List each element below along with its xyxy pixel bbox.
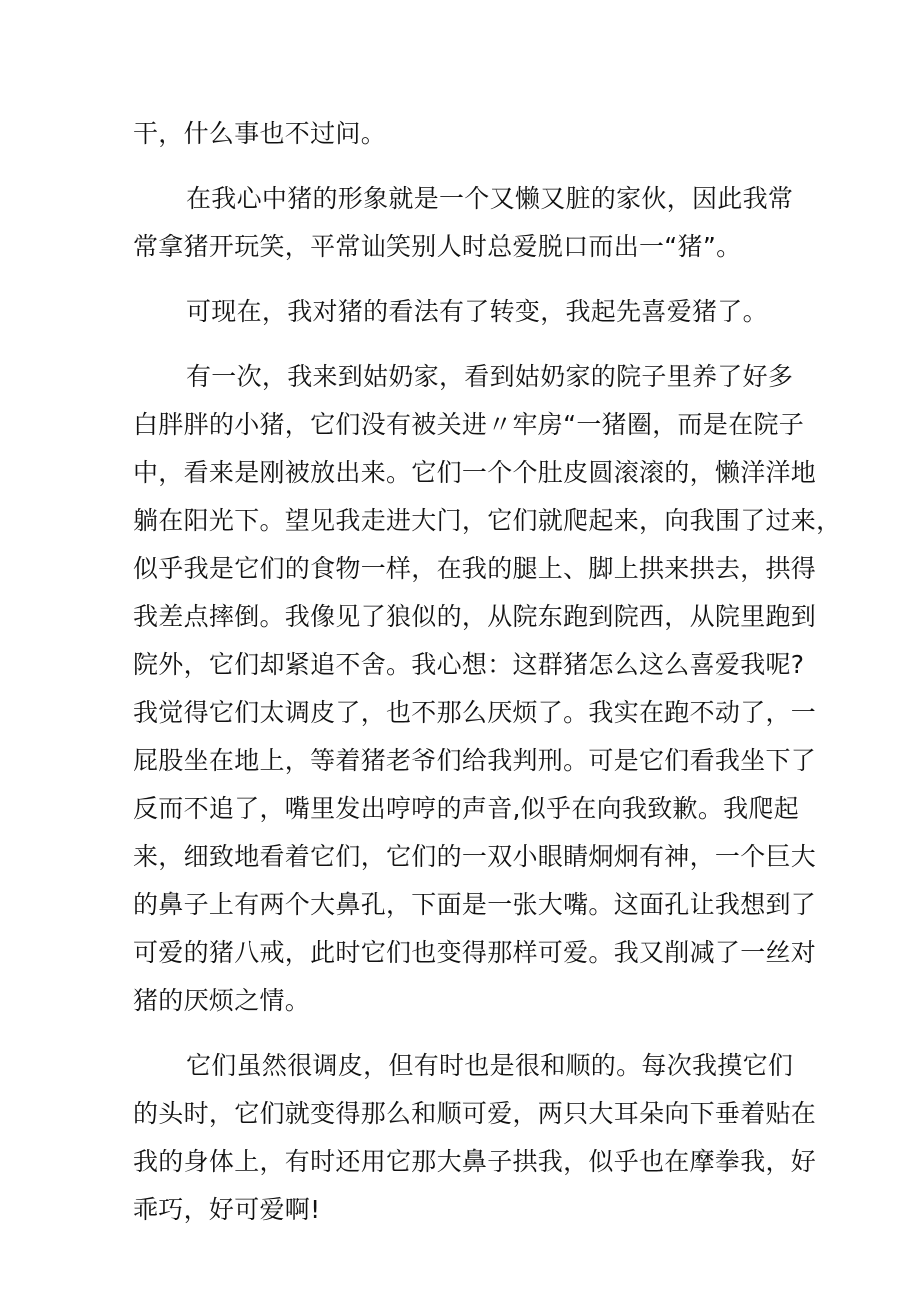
paragraph-line: 躺在阳光下。望见我走进大门，它们就爬起来，向我围了过来， [133, 506, 842, 535]
paragraph-line: 院外，它们却紧追不舍。我心想：这群猪怎么这么喜爱我呢? [133, 650, 805, 679]
paragraph-line: 我差点摔倒。我像见了狼似的，从院东跑到院西，从院里跑到 [133, 602, 817, 631]
paragraph-line: 白胖胖的小猪，它们没有被关进〃牢房“一猪圈，而是在院子 [133, 410, 805, 439]
paragraph-line: 我的身体上，有时还用它那大鼻子拱我，似乎也在摩拳我，好 [133, 1147, 817, 1176]
paragraph-line: 它们虽然很调皮，但有时也是很和顺的。每次我摸它们 [186, 1051, 794, 1080]
paragraph-line: 可现在，我对猪的看法有了转变，我起先喜爱猪了。 [186, 297, 768, 326]
paragraph-line: 在我心中猪的形象就是一个又懒又脏的家伙，因此我常 [186, 184, 794, 213]
paragraph-line: 中，看来是刚被放出来。它们一个个肚皮圆滚滚的，懒洋洋地 [133, 458, 817, 487]
paragraph-line: 干，什么事也不过问。 [133, 119, 387, 148]
paragraph-line: 的鼻子上有两个大鼻孔，下面是一张大嘴。这面孔让我想到了 [133, 890, 817, 919]
paragraph-line: 可爱的猪八戒，此时它们也变得那样可爱。我又削减了一丝对 [133, 938, 817, 967]
paragraph-line: 常拿猪开玩笑，平常讪笑别人时总爱脱口而出一“猪”。 [133, 232, 742, 261]
paragraph-line: 乖巧，好可爱啊! [133, 1195, 321, 1224]
paragraph-line: 猪的厌烦之情。 [133, 986, 311, 1015]
paragraph-line: 来，细致地看着它们，它们的一双小眼睛炯炯有神，一个巨大 [133, 842, 817, 871]
paragraph-line: 有一次，我来到姑奶家，看到姑奶家的院子里养了好多 [186, 362, 794, 391]
paragraph-line: 的头时，它们就变得那么和顺可爱，两只大耳朵向下垂着贴在 [133, 1099, 817, 1128]
paragraph-line: 我觉得它们太调皮了，也不那么厌烦了。我实在跑不动了，一 [133, 698, 817, 727]
essay-body [133, 110, 842, 1234]
paragraph-line: 似乎我是它们的食物一样，在我的腿上、脚上拱来拱去，拱得 [133, 554, 817, 583]
paragraph-line: 屁股坐在地上，等着猪老爷们给我判刑。可是它们看我坐下了 [133, 746, 817, 775]
paragraph-line: 反而不追了，嘴里发出哼哼的声音,似乎在向我致歉。我爬起 [133, 794, 800, 823]
